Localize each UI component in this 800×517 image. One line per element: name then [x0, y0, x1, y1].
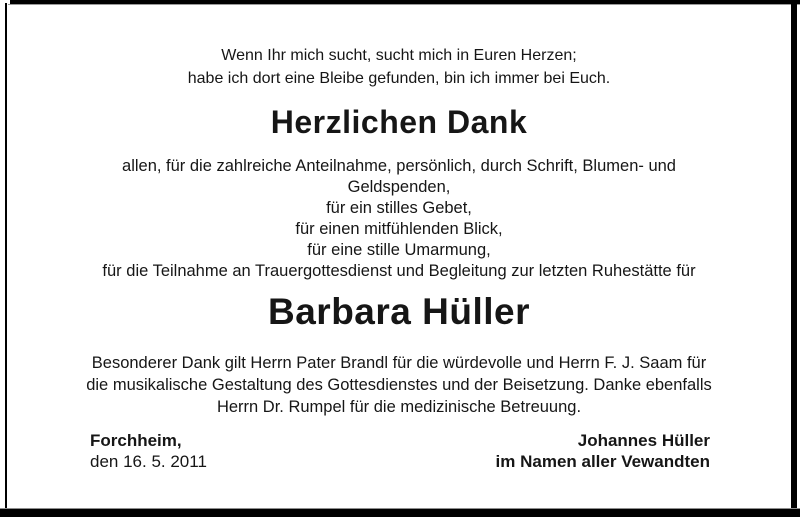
- scan-border-left: [5, 3, 7, 509]
- memorial-verse: [10, 44, 788, 90]
- scan-border-right: [791, 0, 797, 517]
- special-thanks-line: die musikalische Gestaltung des Gottesdienstes und der Beisetzung. Danke ebenfalls: [86, 376, 712, 394]
- thanks-line: für eine stille Umarmung,: [307, 241, 491, 259]
- thanks-line: allen, für die zahlreiche Anteilnahme, persönlich, durch Schrift, Blumen- und: [122, 157, 676, 175]
- verse-line: Wenn Ihr mich sucht, sucht mich in Euren Herzen;: [221, 47, 577, 64]
- place-and-date: [90, 430, 207, 472]
- thanks-line: für einen mitfühlenden Blick,: [295, 220, 503, 238]
- verse-line: habe ich dort eine Bleibe gefunden, bin ich immer bei Euch.: [187, 70, 611, 87]
- special-thanks-line: Besonderer Dank gilt Herrn Pater Brandl für die würdevolle und Herrn F. J. Saam für: [91, 354, 707, 372]
- thanks-paragraph: [10, 156, 788, 282]
- scan-border-top-gray: [8, 4, 800, 5]
- thanks-line: Geldspenden,: [347, 178, 451, 196]
- page-title: Herzlichen Dank: [270, 104, 528, 140]
- place-label: Forchheim,: [90, 431, 182, 450]
- thanks-line: für die Teilnahme an Trauergottesdienst und Begleitung zur letzten Ruhestätte für: [102, 262, 696, 280]
- date-label: den 16. 5. 2011: [90, 452, 207, 471]
- deceased-name: Barbara Hüller: [268, 291, 530, 332]
- signature-subline: im Namen aller Vewandten: [495, 452, 710, 471]
- scan-border-bottom: [0, 509, 800, 517]
- special-thanks-line: Herrn Dr. Rumpel für die medizinische Betreuung.: [216, 398, 582, 416]
- special-thanks-paragraph: [10, 352, 788, 418]
- thanks-line: für ein stilles Gebet,: [326, 199, 472, 217]
- signature-name: Johannes Hüller: [577, 431, 710, 450]
- signature: [496, 430, 710, 472]
